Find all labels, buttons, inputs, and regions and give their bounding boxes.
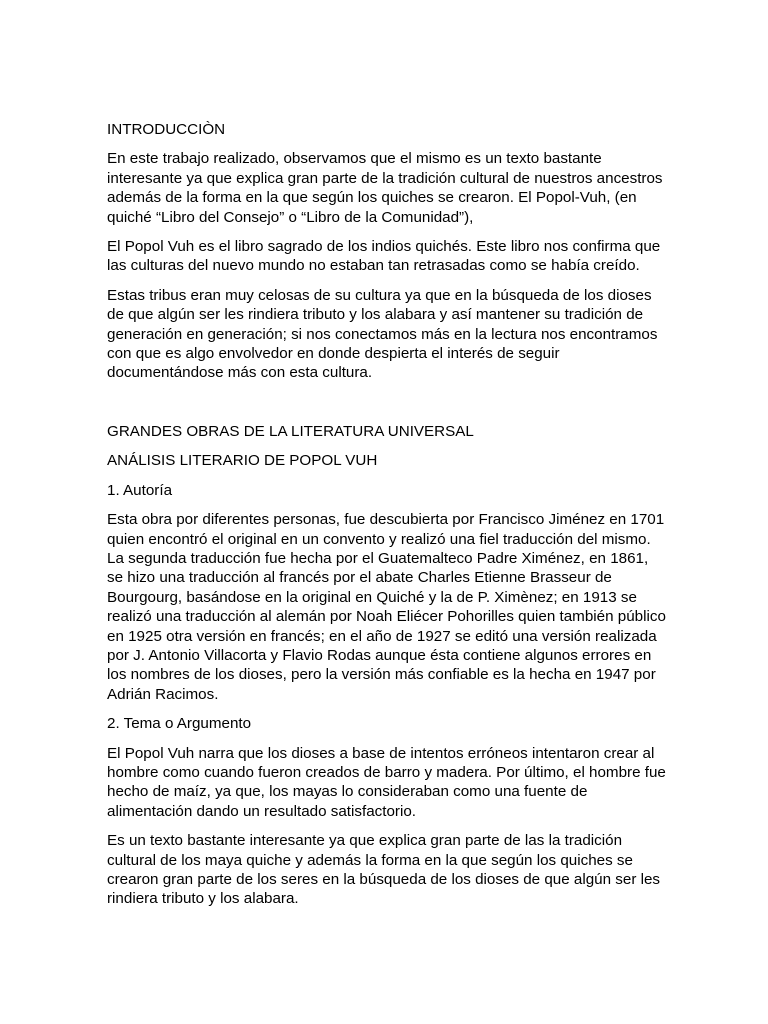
intro-paragraph-1: En este trabajo realizado, observamos que el mismo es un texto bastante interesante ya que explica gran parte de la tradición cultural de nuestros ancestros además de la forma en la que según los quiches se crearon. El Popol-Vuh, (en quiché “Libro del Consejo” o “Libro de la Comunidad”), bbox=[107, 150, 663, 226]
section-heading-grandes-obras: GRANDES OBRAS DE LA LITERATURA UNIVERSAL bbox=[107, 422, 474, 440]
intro-paragraph-3: Estas tribus eran muy celosas de su cultura ya que en la búsqueda de los dioses de que algún ser les rindiera tributo y los alabara y así mantener su tradición de generación en generación; si nos conectamos más en la lectura nos encontramos con que es algo envolvedor en donde despierta el interés de seguir documentándose más con esta cultura. bbox=[107, 286, 658, 382]
intro-paragraph-2: El Popol Vuh es el libro sagrado de los indios quichés. Este libro nos confirma que las culturas del nuevo mundo no estaban tan retrasadas como se había creído. bbox=[107, 238, 661, 275]
subheading-tema: 2. Tema o Argumento bbox=[107, 715, 252, 733]
tema-paragraph-1: El Popol Vuh narra que los dioses a base de intentos erróneos intentaron crear al hombre como cuando fueron creados de barro y madera. Por último, el hombre fue hecho de maíz, ya que, los mayas lo consideraban como una fuente de alimentación dando un resultado satisfactorio. bbox=[107, 744, 666, 820]
tema-paragraph-2: Es un texto bastante interesante ya que explica gran parte de las la tradición cultural de los maya quiche y además la forma en la que según los quiches se crearon gran parte de los seres en la búsqueda de los dioses de que algún ser les rindiera tributo y los alabara. bbox=[107, 832, 661, 908]
section-spacer bbox=[107, 393, 667, 422]
intro-heading: INTRODUCCIÒN bbox=[107, 121, 226, 138]
autoria-paragraph: Esta obra por diferentes personas, fue descubierta por Francisco Jiménez en 1701 quien encontró el original en un convento y realizó una fiel traducción del mismo. La segunda traducción fue hecha por el Guatemalteco Padre Ximénez, en 1861, se hizo una traducción al francés por el abate Charles Etienne Brasseur de Bourgourg, basándose en la original en Quiché y la de P. Ximènez; en 1913 se realizó una traducción al alemán por Noah Eliécer Pohorilles quien también público en 1925 otra versión en francés; en el año de 1927 se editó una versión realizada por J. Antonio Villacorta y Flavio Rodas aunque ésta contiene algunos errores en los nombres de los dioses, pero la versión más confiable es la hecha en 1947 por Adrián Racimos. bbox=[107, 511, 666, 703]
subheading-autoria: 1. Autoría bbox=[107, 481, 173, 499]
document-body bbox=[107, 120, 667, 919]
section-heading-analisis: ANÁLISIS LITERARIO DE POPOL VUH bbox=[107, 452, 378, 470]
